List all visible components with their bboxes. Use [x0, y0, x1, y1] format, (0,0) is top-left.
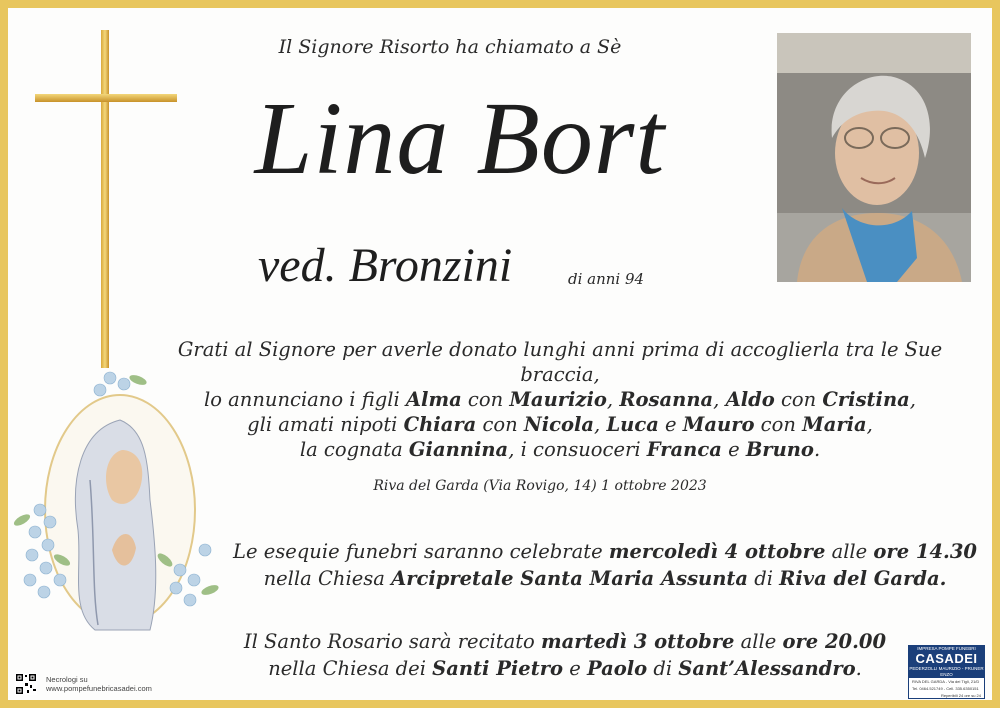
place-date: Riva del Garda (Via Rovigo, 14) 1 ottobre 2023: [373, 478, 707, 494]
age: di anni 94: [568, 270, 645, 288]
rosary-info: [240, 628, 890, 682]
agency-top: IMPRESA POMPE FUNEBRI: [909, 646, 984, 652]
announcement: [140, 337, 980, 462]
announcement-line-1: Grati al Signore per averle donato lunghi anni prima di accoglierla tra le Sue braccia,: [177, 338, 943, 386]
agency-sub: PEDERZOLLI MAURIZIO - PRUNER ENZO: [909, 666, 984, 677]
necrology-label: Necrologi su: [46, 675, 88, 684]
portrait-photo: [777, 33, 971, 282]
necrology-site: [46, 675, 152, 693]
qr-code-icon: [15, 673, 37, 695]
agency-address: RIVA DEL GARDA - Via dei Tigli, 21/D: [912, 679, 980, 684]
rosary-line-2: nella Chiesa dei Santi Pietro e Paolo di Sant’Alessandro.: [268, 657, 862, 680]
funeral-line-2: nella Chiesa Arcipretale Santa Maria Assunta di Riva del Garda.: [263, 567, 947, 590]
announcement-line-3: gli amati nipoti Chiara con Nicola, Luca e Mauro con Maria,: [247, 413, 873, 436]
agency-brand: CASADEI: [909, 652, 984, 666]
cross-icon: [101, 30, 109, 368]
rosary-line-1: Il Santo Rosario sarà recitato martedì 3 ottobre alle ore 20.00: [243, 630, 887, 653]
agency-phone: Tel. 0464.521749 - Cell. 335.6350151: [912, 686, 979, 691]
cross-arm: [35, 94, 177, 102]
widow-of: ved. Bronzini: [258, 239, 513, 292]
deceased-name: Lina Bort: [254, 81, 666, 196]
funeral-info: [220, 538, 990, 592]
funeral-line-1: Le esequie funebri saranno celebrate mercoledì 4 ottobre alle ore 14.30: [233, 540, 977, 563]
announcement-line-4: la cognata Giannina, i consuoceri Franca e Bruno.: [299, 438, 821, 461]
necrology-url[interactable]: www.pompefunebricasadei.com: [46, 684, 152, 693]
agency-hours: Reperibili 24 ore su 24: [940, 693, 981, 698]
funeral-agency-logo: [908, 645, 985, 699]
intro-text: Il Signore Risorto ha chiamato a Sè: [278, 36, 622, 58]
announcement-line-2: lo annunciano i figli Alma con Maurizio, Rosanna, Aldo con Cristina,: [203, 388, 916, 411]
